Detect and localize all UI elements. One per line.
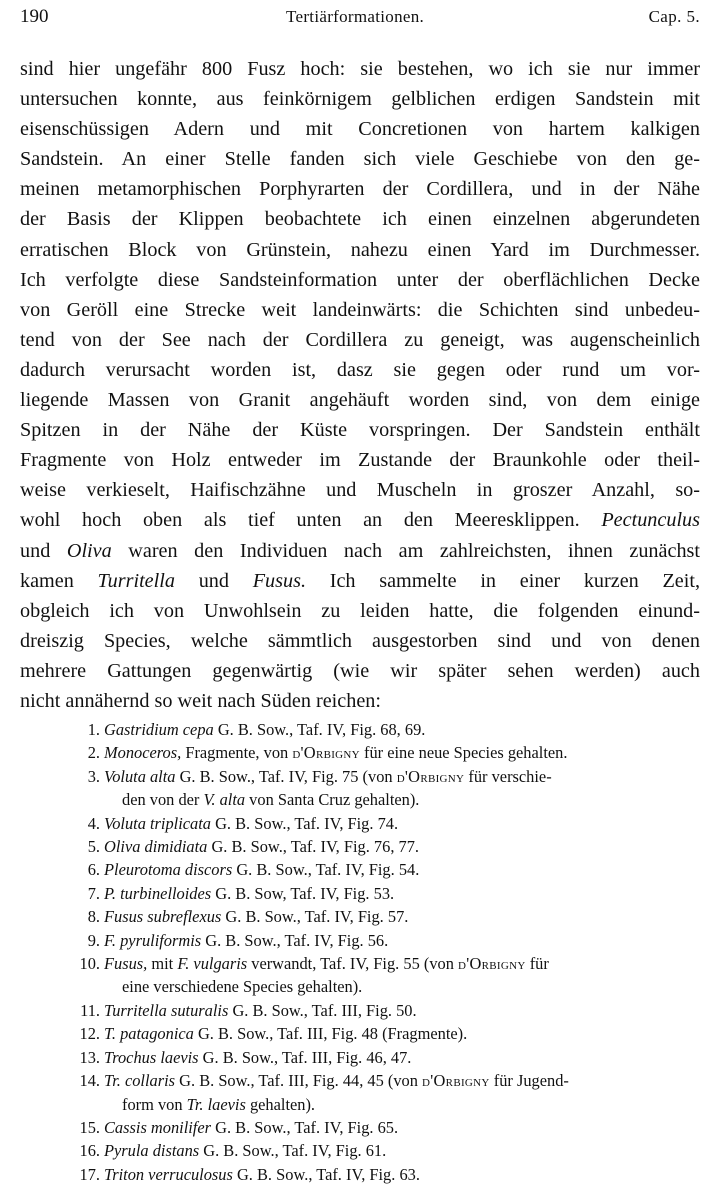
species-reference: G. B. Sow., Taf. III, Fig. 44, 45 (von [175,1071,423,1091]
item-number: 4. [87,813,100,833]
text-fragment: wohl hoch oben als tief unten an den Meeresklippen. [20,509,580,532]
species-item [78,929,718,952]
species-item [78,858,718,881]
text-line: der Basis der Klippen beobachtete ich einen einzelnen abgerundeten [20,208,700,231]
item-number: 5. [87,837,100,857]
species-item [78,1163,718,1186]
body-paragraph [20,54,700,716]
species-reference: G. B. Sow., Taf. III, Fig. 50. [228,1000,417,1020]
species-name: Triton verruculosus [104,1164,233,1184]
text-line: erratischen Block von Grünstein, nahezu einen Yard im Durchmesser. [20,238,700,261]
species-item [78,999,718,1022]
text-line: Ich verfolgte diese Sandsteinformation unter der oberflächlichen Decke [20,268,700,291]
species-reference: G. B. Sow, Taf. IV, Fig. 53. [211,883,395,903]
text-line [20,566,700,596]
species-item [78,905,718,928]
text-fragment: und [20,539,51,562]
genus-name: Fusus. [252,569,306,592]
species-reference: G. B. Sow., Taf. IV, Fig. 74. [211,813,399,833]
text-line: tend von der See nach der Cordillera zu geneigt, was augenscheinlich [20,328,700,351]
species-name: Gastridium cepa [104,720,214,739]
text-line: weise verkieselt, Haifischzähne und Muscheln in groszer Anzahl, so- [20,479,700,502]
species-reference: G. B. Sow., Taf. IV, Fig. 61. [199,1141,387,1161]
species-name: Tr. laevis [186,1094,246,1114]
text-line [20,505,700,535]
species-item [78,1116,718,1139]
species-reference: für eine neue Species gehalten. [359,743,568,763]
species-name: T. patagonica [104,1024,194,1044]
item-number: 3. [87,766,100,786]
item-number: 11. [80,1000,100,1020]
species-item [78,1069,718,1116]
text-line: von Geröll eine Strecke weit landeinwärts: die Schichten sind unbedeu- [20,298,700,321]
species-name: Oliva dimidiata [104,837,208,857]
author-name: d'Orbigny [396,766,465,786]
species-item [78,765,718,812]
item-number: 9. [87,930,100,950]
species-name: Cassis monilifer [104,1117,212,1137]
species-item [78,1022,718,1045]
species-name: Turritella suturalis [104,1000,229,1020]
page-number: 190 [20,6,49,27]
species-name: Trochus laevis [104,1047,199,1067]
text-line: Sandstein. An einer Stelle fanden sich viele Geschiebe von den ge- [20,148,700,171]
species-name: Voluta alta [104,766,176,786]
item-number: 13. [79,1047,100,1067]
species-list [78,718,718,1186]
species-reference: für verschie- [464,766,552,786]
text-fragment: form von [122,1094,187,1114]
item-number: 16. [79,1141,100,1161]
species-name: P. turbinelloides [104,883,212,903]
continuation-line [104,1093,718,1116]
text-line: meinen metamorphischen Porphyrarten der Cordillera, und in der Nähe [20,178,700,201]
species-reference: Fragmente, von [181,743,293,763]
species-name: Monoceros, [104,743,182,763]
species-reference: G. B. Sow., Taf. IV, Fig. 54. [232,860,420,880]
text-line: liegende Massen von Granit angehäuft worden sind, von dem einige [20,389,700,412]
species-name: Tr. collaris [104,1071,176,1091]
item-number: 14. [79,1071,100,1091]
species-item [78,718,718,741]
species-reference: verwandt, Taf. IV, Fig. 55 (von [247,954,458,974]
item-number: 8. [87,907,100,927]
species-name: Pyrula distans [104,1141,200,1161]
species-name: V. alta [203,790,246,810]
species-reference: für [525,954,549,974]
continuation-line: eine verschiedene Species gehalten). [122,977,363,997]
species-name: F. vulgaris [177,954,248,974]
text-fragment: waren den Individuen nach am zahlreichsten, ihnen zunächst [128,539,701,562]
text-fragment: von Santa Cruz gehalten). [245,790,420,810]
text-line: obgleich ich von Unwohlsein zu leiden hatte, die folgenden einund- [20,599,700,622]
species-name: Fusus, [104,954,148,974]
item-number: 10. [79,954,100,974]
species-item [78,1139,718,1162]
species-reference: G. B. Sow., Taf. IV, Fig. 68, 69. [213,720,426,739]
item-number: 7. [87,883,100,903]
text-line: dreiszig Species, welche sämmtlich ausgestorben sind und von denen [20,629,700,652]
species-reference: G. B. Sow., Taf. III, Fig. 48 (Fragmente). [193,1024,468,1044]
text-fragment: gehalten). [245,1094,316,1114]
species-reference: G. B. Sow., Taf. IV, Fig. 63. [232,1164,420,1184]
species-reference: mit [147,954,178,974]
species-reference: G. B. Sow., Taf. III, Fig. 46, 47. [198,1047,412,1067]
species-reference: für Jugend- [489,1071,569,1091]
species-item [78,835,718,858]
species-reference: G. B. Sow., Taf. IV, Fig. 56. [201,930,389,950]
genus-name: Oliva [66,539,112,562]
text-fragment: kamen [20,569,74,592]
text-line: Fragmente von Holz entweder im Zustande der Braunkohle oder theil- [20,449,700,472]
page-header [20,0,700,40]
item-number: 15. [79,1117,100,1137]
species-reference: G. B. Sow., Taf. IV, Fig. 65. [211,1117,399,1137]
book-page [20,0,701,1184]
item-number: 1. [87,720,100,739]
author-name: d'Orbigny [458,954,526,974]
text-line: mehrere Gattungen gegenwärtig (wie wir später sehen werden) auch [20,659,700,682]
text-line [20,536,700,566]
text-line: Spitzen in der Nähe der Küste vorspringen. Der Sandstein enthält [20,419,700,442]
item-number: 2. [87,743,100,763]
genus-name: Pectunculus [601,509,701,532]
species-name: Pleurotoma discors [104,860,233,880]
text-line: eisenschüssigen Adern und mit Concretionen von hartem kalkigen [20,118,700,141]
item-number: 17. [79,1164,100,1184]
text-line: nicht annähernd so weit nach Süden reichen: [20,689,382,712]
text-line: dadurch verursacht worden ist, dasz sie gegen oder rund um vor- [20,358,700,381]
species-item [78,812,718,835]
species-name: Voluta triplicata [104,813,211,833]
text-line: untersuchen konnte, aus feinkörnigem gelblichen erdigen Sandstein mit [20,88,700,111]
species-reference: G. B. Sow., Taf. IV, Fig. 76, 77. [207,837,420,857]
species-reference: G. B. Sow., Taf. IV, Fig. 75 (von [175,766,397,786]
species-reference: G. B. Sow., Taf. IV, Fig. 57. [221,907,409,927]
continuation-line [104,788,718,811]
text-fragment: und [198,569,229,592]
text-fragment: Ich sammelte in einer kurzen Zeit, [329,569,701,592]
genus-name: Turritella [97,569,175,592]
species-item [78,952,718,999]
text-line: sind hier ungefähr 800 Fusz hoch: sie bestehen, wo ich sie nur immer [20,58,700,80]
species-name: F. pyruliformis [104,930,202,950]
species-item [78,882,718,905]
species-item [78,1046,718,1069]
species-item [78,741,718,764]
item-number: 6. [87,860,100,880]
text-fragment: den von der [122,790,204,810]
author-name: d'Orbigny [292,743,360,763]
chapter-label: Cap. 5. [648,7,700,26]
item-number: 12. [79,1024,100,1044]
species-name: Fusus subreflexus [104,907,222,927]
author-name: d'Orbigny [422,1071,490,1091]
running-title: Tertiärformationen. [286,7,425,26]
